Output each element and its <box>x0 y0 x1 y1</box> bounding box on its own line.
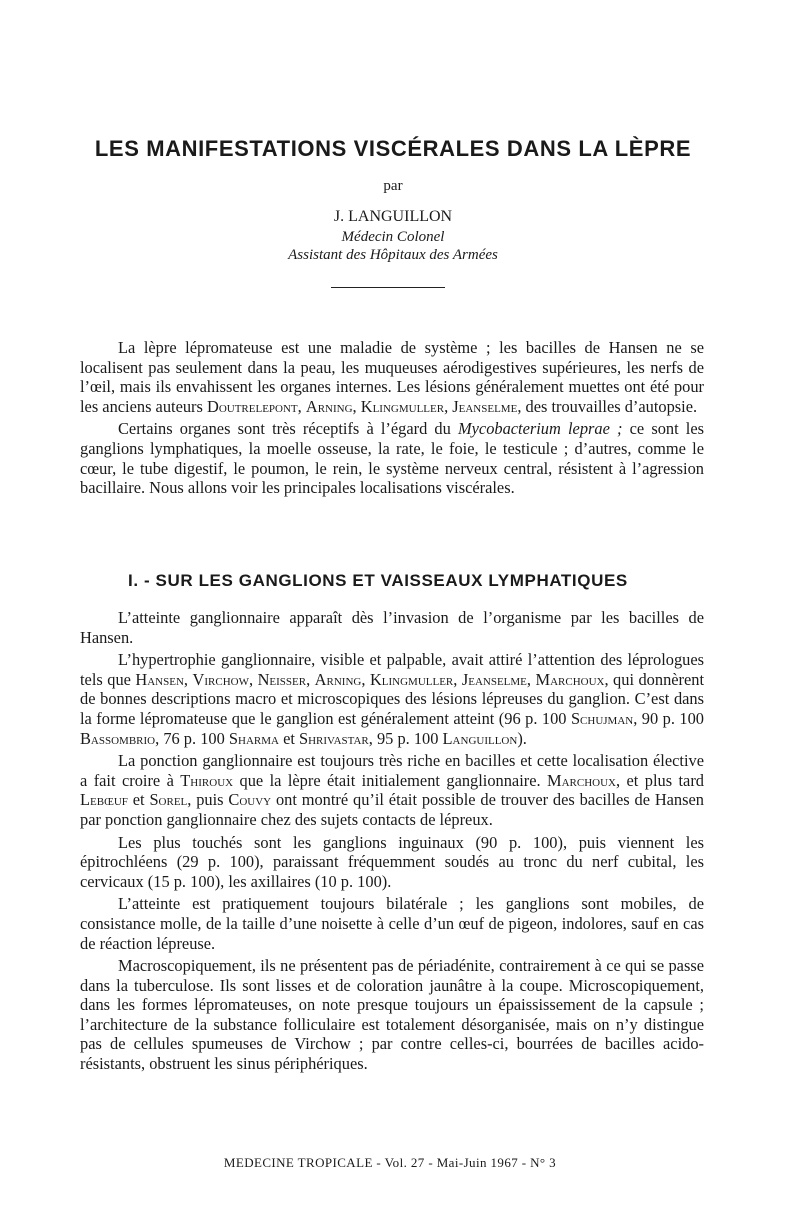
text-run: ont montré qu’il était possible de trouver des bacilles de Hansen par ponction ganglionnaire chez des sujets contacts de lépreux. <box>80 790 704 829</box>
author-reference: Arning <box>314 669 362 689</box>
author-reference: Sharma <box>228 728 279 748</box>
section-body <box>80 608 704 1077</box>
text-run: , et plus tard <box>615 770 704 790</box>
author-reference: Klingmuller <box>360 396 445 416</box>
introduction <box>80 338 704 501</box>
section-paragraph-6: Macroscopiquement, ils ne présentent pas de périadénite, contrairement à ce qui se passe dans la tuberculose. Ils sont lisses et de coloration jaunâtre à la coupe. Microscopiquement, dans les formes lépromateuses, on note presque toujours un épaississement de la capsule ; l’architecture de la substance folliculaire est totalement désorganisée, mais on n’y distingue pas de cellules spumeuses de Virchow ; par contre celles-ci, bourrées de bacilles acido-résistants, obstruent les sinus périphériques. <box>80 956 704 1074</box>
section-heading: I. - SUR LES GANGLIONS ET VAISSEAUX LYMPHATIQUES <box>128 571 628 590</box>
text-run: , 95 p. 100 <box>368 728 443 748</box>
text-run: , 76 p. 100 <box>155 728 229 748</box>
text-run: , <box>306 669 315 689</box>
text-run: L’hypertrophie ganglionnaire, visible et palpable, avait attiré l’attention des léprologues tels que <box>80 650 704 689</box>
author-reference: Marchoux <box>535 669 605 689</box>
text-run: ). <box>517 728 527 748</box>
author-title: Médecin Colonel <box>341 229 445 245</box>
text-run: , des trouvailles d’autopsie. <box>517 396 698 416</box>
text-run: , <box>444 396 453 416</box>
text-run: ce sont les ganglions lymphatiques, la moelle osseuse, la rate, le foie, le testicule ; d’autres, comme le cœur, le tube digestif, le poumon, le rein, le système nerveux central, résistent à l’agression bacillaire. Nous allons voir les principales localisations viscérales. <box>80 419 705 498</box>
author-reference: Shrivastar <box>299 728 369 748</box>
author-reference: Hansen <box>135 669 184 689</box>
text-run: , <box>183 669 193 689</box>
text-run: Certains organes sont très réceptifs à l’égard du <box>118 419 458 439</box>
intro-paragraph-1 <box>80 338 704 416</box>
author-affiliation: Assistant des Hôpitaux des Armées <box>288 247 498 263</box>
author-reference: Jeanselme <box>452 396 518 416</box>
journal-footer: MEDECINE TROPICALE - Vol. 27 - Mai-Juin 1967 - N° 3 <box>223 1155 557 1170</box>
section-paragraph-3 <box>80 751 704 829</box>
intro-paragraph-2 <box>80 419 704 497</box>
author-reference: Doutrelepont <box>206 396 298 416</box>
section-paragraph-2 <box>80 650 704 748</box>
text-run: , <box>361 669 370 689</box>
title-separator-rule <box>331 287 445 288</box>
text-run: et <box>278 728 299 748</box>
author-reference: Schujman <box>570 708 634 728</box>
text-run: , <box>248 669 258 689</box>
author-reference: Languillon <box>442 728 518 748</box>
author-reference: Marchoux <box>547 770 616 790</box>
author-reference: Lebœuf <box>80 790 128 810</box>
text-run: La lèpre lépromateuse est une maladie de système ; les bacilles de Hansen ne se localisent pas seulement dans la peau, les muqueuses aérodigestives supérieures, les nerfs de l’œil, mais ils envahissent les organes internes. Les lésions généralement muettes ont été pour les anciens auteurs <box>80 338 704 416</box>
text-run: , <box>352 396 361 416</box>
section-paragraph-4: Les plus touchés sont les ganglions inguinaux (90 p. 100), puis viennent les épitrochléens (29 p. 100), paraissant fréquemment soudés au tronc du nerf cubital, les cervicaux (15 p. 100), les axillaires (10 p. 100). <box>80 832 704 891</box>
text-run: que la lèpre était initialement ganglionnaire. <box>233 770 548 790</box>
section-paragraph-5: L’atteinte est pratiquement toujours bilatérale ; les ganglions sont mobiles, de consistance molle, de la taille d’une noisette à celle d’un œuf de pigeon, indolores, sauf en cas de réaction lépreuse. <box>80 894 704 953</box>
text-run: , <box>526 669 536 689</box>
author-reference: Virchow <box>192 669 249 689</box>
author-reference: Thiroux <box>180 770 234 790</box>
author-reference: Bassombrio <box>80 728 156 748</box>
author-reference: Sorel <box>149 790 188 810</box>
text-run: La ponction ganglionnaire est toujours très riche en bacilles et cette localisation élective a fait croire à <box>80 751 704 790</box>
by-line: par <box>383 178 403 194</box>
author-name: J. LANGUILLON <box>333 208 453 225</box>
article-title: LES MANIFESTATIONS VISCÉRALES DANS LA LÈPRE <box>94 136 692 161</box>
section-paragraph-1: L’atteinte ganglionnaire apparaît dès l’invasion de l’organisme par les bacilles de Hansen. <box>80 608 704 647</box>
author-reference: Neisser <box>257 669 307 689</box>
text-run: , qui donnèrent de bonnes descriptions macro et microscopiques des lésions lépreuses du ganglion. C’est dans la forme lépromateuse que le ganglion est généralement atteint (96 p. 100 <box>80 669 705 728</box>
species-name: Mycobacterium leprae ; <box>457 419 623 439</box>
text-run: , <box>297 396 306 416</box>
text-run: , 90 p. 100 <box>633 708 704 728</box>
text-run: , puis <box>187 790 229 810</box>
author-reference: Couvy <box>228 790 272 810</box>
text-run: et <box>127 790 150 810</box>
author-reference: Arning <box>305 396 353 416</box>
text-run: , <box>453 669 462 689</box>
author-reference: Klingmuller <box>369 669 454 689</box>
author-reference: Jeanselme <box>461 669 527 689</box>
